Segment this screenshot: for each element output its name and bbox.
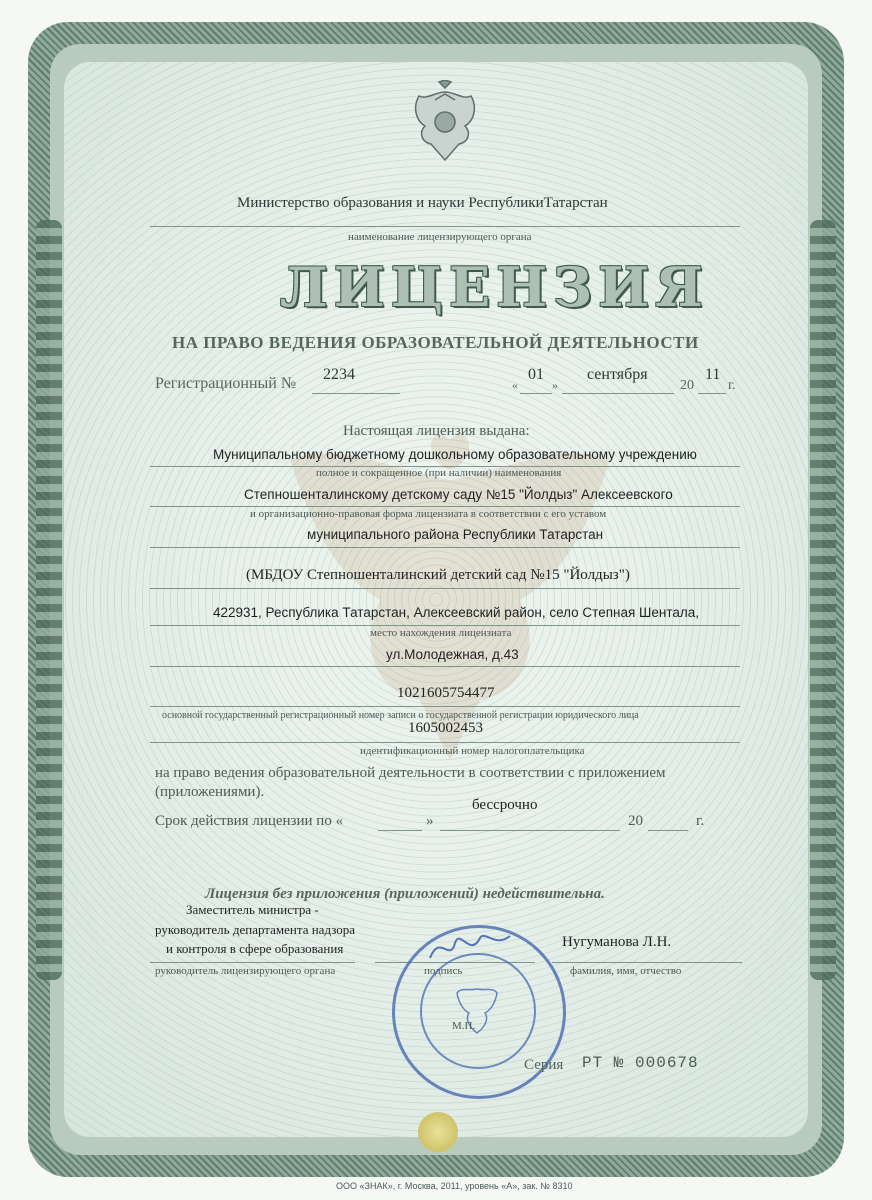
issued-to-label: Настоящая лицензия выдана: xyxy=(343,423,530,439)
year-line xyxy=(698,393,726,394)
validity-year-prefix: 20 xyxy=(628,813,643,829)
date-close-quote: » xyxy=(552,378,558,392)
series-value: РТ № 000678 xyxy=(582,1054,699,1072)
licensee-line-3-rule xyxy=(150,547,740,548)
registration-year-unit: г. xyxy=(728,378,736,393)
document-subtitle: НА ПРАВО ВЕДЕНИЯ ОБРАЗОВАТЕЛЬНОЙ ДЕЯТЕЛЬНОСТИ xyxy=(172,333,699,352)
signer-position-1: Заместитель министра - xyxy=(186,902,319,917)
address-line-2-rule xyxy=(150,666,740,667)
coat-of-arms-emblem xyxy=(405,80,485,170)
registration-month: сентября xyxy=(587,366,648,383)
signer-name: Нугуманова Л.Н. xyxy=(562,934,672,950)
rights-text-2: (приложениями). xyxy=(155,784,265,800)
validity-label: Срок действия лицензии по « xyxy=(155,813,344,829)
right-ornament xyxy=(810,220,836,980)
registration-number: 2234 xyxy=(323,366,355,383)
licensee-caption-2: и организационно-правовая форма лицензиата в соответствии с его уставом xyxy=(250,508,607,520)
address-line-1-rule xyxy=(150,625,740,626)
ministry-caption: наименование лицензирующего органа xyxy=(348,231,532,243)
short-name-rule xyxy=(150,588,740,589)
registration-day: 01 xyxy=(528,366,544,383)
hologram-medal xyxy=(418,1112,458,1152)
registration-label: Регистрационный № xyxy=(155,375,297,392)
invalid-note: Лицензия без приложения (приложений) недействительна. xyxy=(205,886,605,902)
inn-rule xyxy=(150,742,740,743)
validity-year-line xyxy=(648,830,688,831)
validity-month-line xyxy=(440,830,620,831)
address-line-1: 422931, Республика Татарстан, Алексеевский район, село Степная Шентала, xyxy=(213,605,700,620)
signer-position-2: руководитель департамента надзора xyxy=(155,922,356,937)
seal-caption: М.П. xyxy=(452,1020,476,1032)
date-open-quote: « xyxy=(512,378,518,392)
name-rule xyxy=(552,962,742,963)
licensee-short-name: (МБДОУ Степношенталинский детский сад №15 "Йолдыз") xyxy=(246,567,630,583)
rights-text-1: на право ведения образовательной деятельности в соответствии с приложением xyxy=(155,765,666,781)
series-label: Серия xyxy=(524,1057,564,1073)
ogrn-rule xyxy=(150,706,740,707)
signature-caption: подпись xyxy=(424,965,463,977)
licensee-line-2: Степношенталинскому детскому саду №15 "Йолдыз" Алексеевского xyxy=(244,487,673,502)
registration-number-line xyxy=(312,393,400,394)
address-caption: место нахождения лицензиата xyxy=(370,627,512,639)
ministry-name: Министерство образования и науки РеспубликиТатарстан xyxy=(237,195,608,211)
inn-caption: идентификационный номер налогоплательщика xyxy=(360,745,585,757)
validity-day-line xyxy=(378,830,422,831)
inn-number: 1605002453 xyxy=(408,720,483,736)
ogrn-number: 1021605754477 xyxy=(397,685,495,701)
licensee-line-1: Муниципальному бюджетному дошкольному образовательному учреждению xyxy=(213,447,697,462)
registration-year-prefix: 20 xyxy=(680,378,694,393)
address-line-2: ул.Молодежная, д.43 xyxy=(386,647,519,662)
ogrn-caption: основной государственный регистрационный номер записи о государственной регистрации юридического лица xyxy=(162,710,639,721)
handwritten-signature xyxy=(425,928,515,968)
document-title: ЛИЦЕНЗИЯ xyxy=(280,255,709,319)
validity-value: бессрочно xyxy=(472,797,538,813)
ministry-line xyxy=(150,226,740,227)
printer-note: ООО «ЗНАК», г. Москва, 2011, уровень «А», зак. № 8310 xyxy=(336,1181,573,1191)
position-caption: руководитель лицензирующего органа xyxy=(155,965,336,977)
name-caption: фамилия, имя, отчество xyxy=(570,965,682,977)
licensee-line-3: муниципального района Республики Татарстан xyxy=(307,527,604,542)
left-ornament xyxy=(36,220,62,980)
registration-year-suffix: 11 xyxy=(705,366,721,383)
validity-year-unit: г. xyxy=(696,813,705,829)
position-rule xyxy=(150,962,355,963)
signer-position-3: и контроля в сфере образования xyxy=(166,941,344,956)
licensee-line-2-rule xyxy=(150,506,740,507)
validity-quote-close: » xyxy=(426,813,434,829)
licensee-caption-1: полное и сокращенное (при наличии) наименования xyxy=(316,467,562,479)
day-line xyxy=(520,393,552,394)
month-line xyxy=(562,393,674,394)
